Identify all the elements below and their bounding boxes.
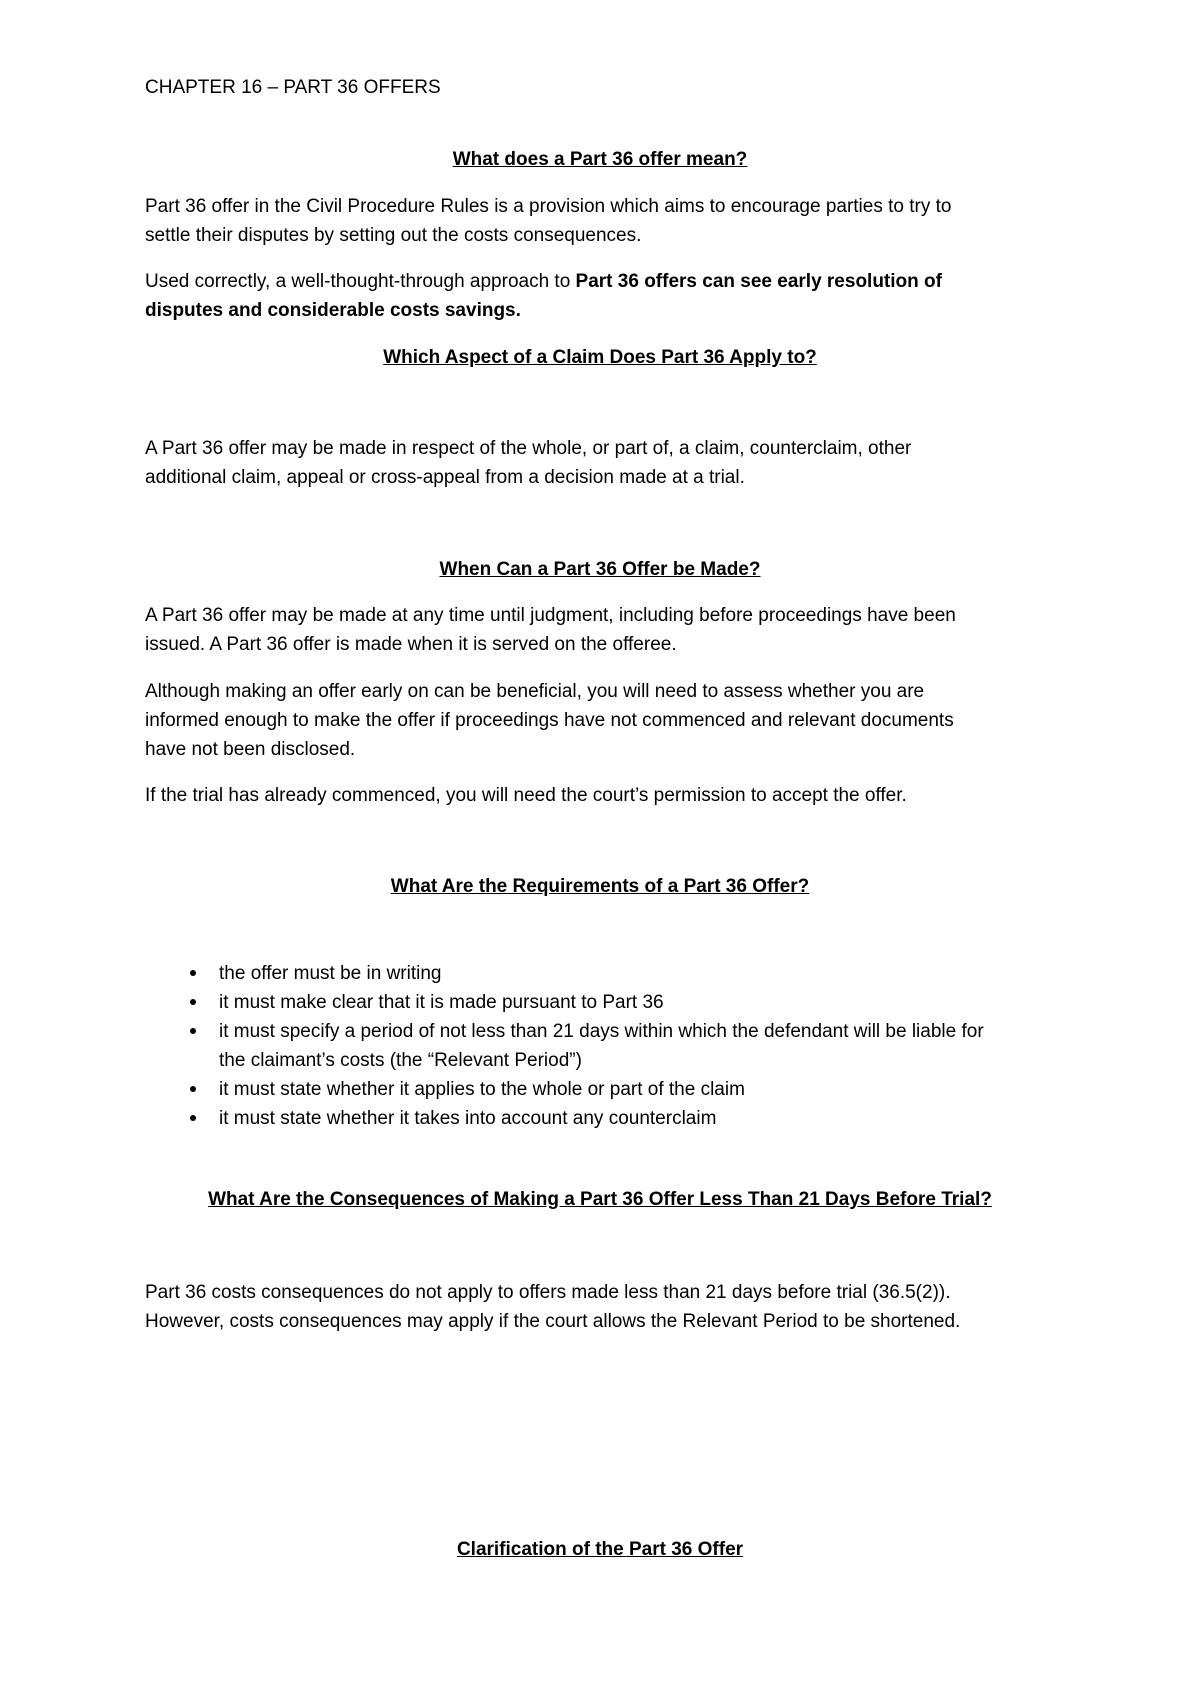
bullet-icon — [190, 970, 196, 976]
list-item-text: it must state whether it applies to the whole or part of the claim — [219, 1079, 745, 1100]
paragraph-bold-text: Part 36 offers can see early resolution of — [575, 271, 942, 292]
list-item-text: it must specify a period of not less than 21 days within which the defendant will be liable for — [219, 1021, 984, 1042]
paragraph-line — [145, 270, 1065, 294]
heading-claim-aspect: Which Aspect of a Claim Does Part 36 Apply to? — [383, 347, 817, 368]
paragraph-line: A Part 36 offer may be made at any time until judgment, including before proceedings have been — [145, 605, 956, 626]
bullet-icon — [190, 1086, 196, 1092]
list-item-text: the offer must be in writing — [219, 963, 442, 984]
heading-requirements: What Are the Requirements of a Part 36 Offer? — [390, 876, 810, 897]
paragraph-line: Part 36 offer in the Civil Procedure Rules is a provision which aims to encourage parties to try to — [145, 196, 952, 217]
paragraph-line: have not been disclosed. — [145, 739, 356, 760]
paragraph-bold-line: disputes and considerable costs savings. — [145, 300, 521, 321]
paragraph-line: settle their disputes by setting out the costs consequences. — [145, 225, 642, 246]
list-item-text: it must make clear that it is made pursuant to Part 36 — [219, 992, 664, 1013]
list-item-text-continuation: the claimant’s costs (the “Relevant Period”) — [219, 1050, 582, 1071]
bullet-icon — [190, 999, 196, 1005]
list-item-text: it must state whether it takes into account any counterclaim — [219, 1108, 717, 1129]
chapter-title: CHAPTER 16 – PART 36 OFFERS — [145, 77, 441, 98]
paragraph-line: issued. A Part 36 offer is made when it is served on the offeree. — [145, 634, 677, 655]
paragraph-line: additional claim, appeal or cross-appeal from a decision made at a trial. — [145, 467, 745, 488]
paragraph-line: informed enough to make the offer if proceedings have not commenced and relevant documents — [145, 710, 954, 731]
paragraph-line: Part 36 costs consequences do not apply to offers made less than 21 days before trial (36.5(2)). — [145, 1282, 951, 1303]
bullet-icon — [190, 1115, 196, 1121]
heading-consequences: What Are the Consequences of Making a Part 36 Offer Less Than 21 Days Before Trial? — [208, 1189, 992, 1210]
paragraph-line: A Part 36 offer may be made in respect of the whole, or part of, a claim, counterclaim, other — [145, 438, 912, 459]
paragraph-line: If the trial has already commenced, you will need the court’s permission to accept the offer. — [145, 785, 907, 806]
paragraph-line: However, costs consequences may apply if the court allows the Relevant Period to be shortened. — [145, 1311, 961, 1332]
heading-when-made: When Can a Part 36 Offer be Made? — [439, 559, 761, 580]
heading-clarification: Clarification of the Part 36 Offer — [456, 1539, 744, 1560]
bullet-icon — [190, 1028, 196, 1034]
paragraph-text: Used correctly, a well-thought-through approach to — [145, 271, 576, 292]
paragraph-line: Although making an offer early on can be beneficial, you will need to assess whether you are — [145, 681, 925, 702]
heading-part36-meaning: What does a Part 36 offer mean? — [452, 149, 748, 170]
